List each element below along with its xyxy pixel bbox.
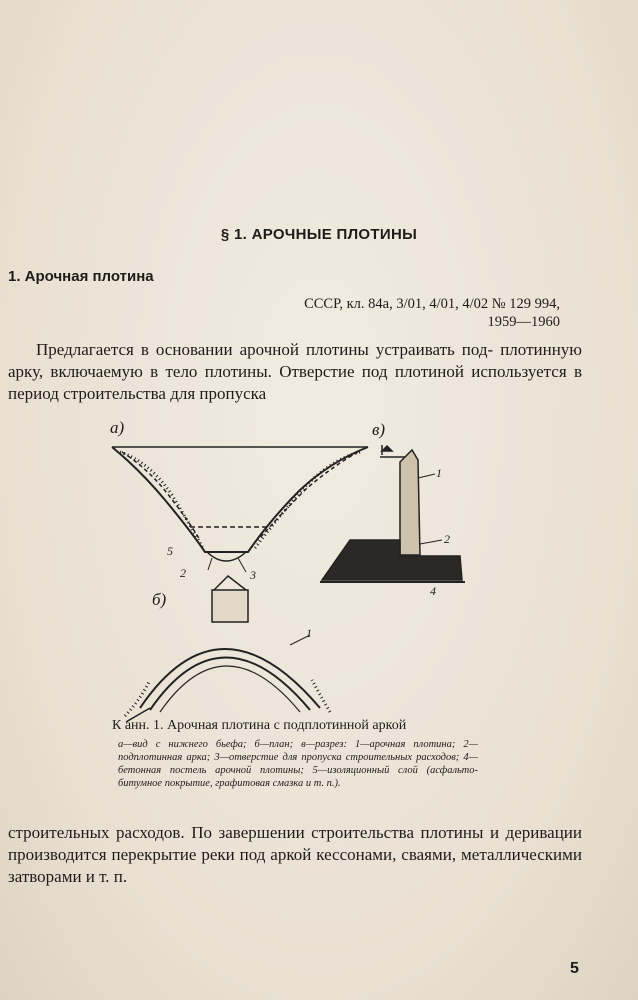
figure-number-2b: 2 [444, 532, 450, 546]
citation-line-1: СССР, кл. 84а, 3/01, 4/01, 4/02 № 129 994, [304, 296, 560, 312]
paragraph-1: Предлагается в основании арочной плотины устраивать под- плотинную арку, включаемую в тело плотины. Отверстие под плотиной используется в период строительства для пропуска [8, 340, 582, 403]
view-v-section [320, 445, 465, 582]
subsection-title: 1. Арочная плотина [8, 268, 154, 285]
page-number: 5 [570, 960, 579, 977]
figure-label-a: а) [110, 418, 125, 437]
paragraph-2: строительных расходов. По завершении строительства плотины и деривации производится перекрытие реки под аркой кессонами, сваями, металлическими затворами и т. п. [8, 823, 582, 886]
citation-line-2: 1959—1960 [487, 314, 560, 330]
figure-number-4: 4 [430, 584, 436, 598]
figure-number-2a: 2 [180, 566, 186, 580]
figure-number-3: 3 [250, 568, 256, 582]
section-title: § 1. АРОЧНЫЕ ПЛОТИНЫ [220, 226, 418, 243]
figure-label-b: б) [152, 590, 167, 609]
figure-caption: К анн. 1. Арочная плотина с подплотинной аркой [112, 718, 407, 733]
figure-number-1b: 1 [306, 626, 312, 640]
figure-legend: а—вид с нижнего бьефа; б—план; в—разрез: 1—арочная плотина; 2—подплотинная арка; 3—отверстие для пропуска строительных расходов; 4—бетонная постель арочной плотины; 5—изоляционный слой (асфальто-битумное покрытие, графитовая смазка и т. п.). [118, 739, 478, 789]
figure-label-v: в) [372, 420, 386, 439]
figure-number-5: 5 [167, 544, 173, 558]
figure-number-1a: 1 [436, 466, 442, 480]
view-a-downstream [112, 447, 368, 572]
